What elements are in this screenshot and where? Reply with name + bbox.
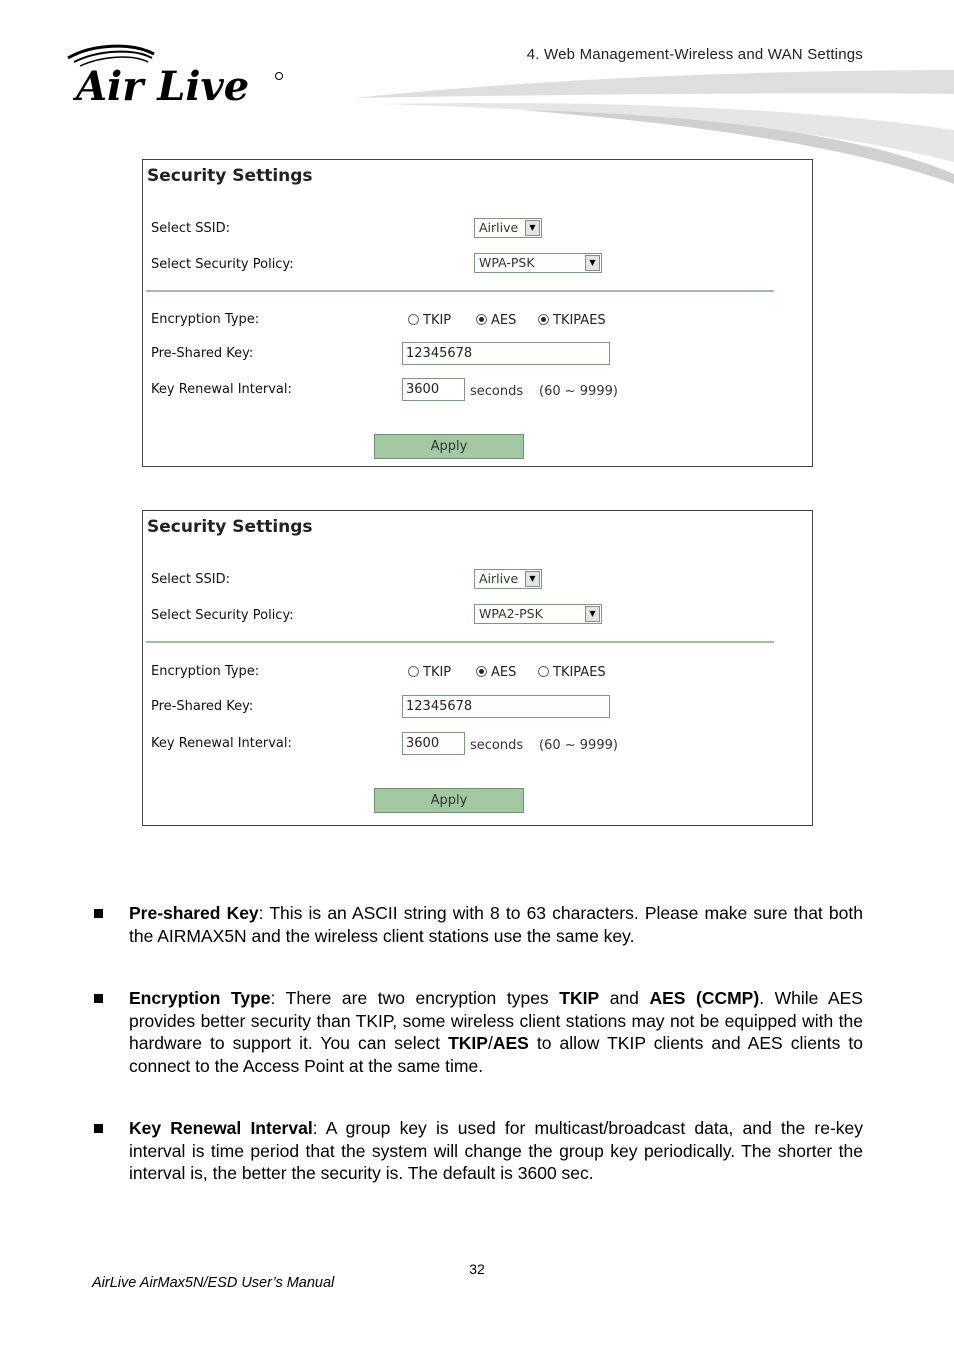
radio-label: TKIP [423,665,452,680]
bullet-emphasis: AES (CCMP) [649,988,760,1008]
key-renewal-label: Key Renewal Interval: [151,382,292,397]
bullet-encryption-type [92,987,863,1077]
bullet-square-icon [94,994,103,1003]
encryption-radio-tkipaes[interactable] [538,665,606,680]
security-settings-panel-2 [142,510,813,826]
bullet-emphasis: AES [492,1033,529,1053]
bullet-text: : There are two encryption types [270,988,560,1008]
security-settings-panel-1 [142,159,813,467]
bullet-term: Encryption Type [129,988,271,1008]
security-policy-select[interactable] [474,253,602,273]
panel-title: Security Settings [147,166,313,186]
encryption-type-label: Encryption Type: [151,312,260,327]
bullet-emphasis: TKIP [559,988,600,1008]
radio-icon [408,314,419,325]
ssid-select[interactable] [474,569,542,589]
encryption-radio-aes[interactable] [476,313,516,328]
manual-title: AirLive AirMax5N/ESD User’s Manual [92,1275,335,1291]
seconds-unit: seconds [470,384,524,399]
bullet-pre-shared-key [92,902,863,947]
key-renewal-label: Key Renewal Interval: [151,736,292,751]
panel-title: Security Settings [147,517,313,537]
encryption-type-label: Encryption Type: [151,664,260,679]
encryption-radio-tkipaes[interactable] [538,313,606,328]
ssid-label: Select SSID: [151,221,230,236]
bullet-text: to allow TKIP clients and AES clients to connect to the Access Point at the same time. [129,1033,864,1076]
bullet-text: : This is an ASCII string with 8 to 63 characters. Please make sure that both the AIRMAX5N and the wireless client stations use the same key. [129,903,863,946]
pre-shared-key-input[interactable]: 12345678 [402,695,610,718]
logo-text: Air Live [76,63,250,110]
radio-icon [538,666,549,677]
encryption-radio-tkip[interactable] [408,665,451,680]
bullet-key-renewal-interval [92,1117,863,1185]
ssid-select-value: Airlive [479,220,519,235]
apply-button[interactable]: Apply [374,788,524,813]
bullet-square-icon [94,1124,103,1133]
renewal-range: (60 ~ 9999) [539,384,618,399]
encryption-radio-tkip[interactable] [408,313,451,328]
ssid-select-value: Airlive [479,571,519,586]
radio-label: TKIP [423,313,452,328]
ssid-select[interactable] [474,218,542,238]
bullet-term: Pre-shared Key [129,903,259,923]
bullet-text: / [487,1033,493,1053]
bullet-text: . While AES provides better security than TKIP, some wireless client stations may not be equipped with the hardware to support it. You can select [129,988,863,1053]
pre-shared-key-label: Pre-Shared Key: [151,346,254,361]
encryption-radio-aes[interactable] [476,665,516,680]
security-policy-select-value: WPA2-PSK [479,606,543,621]
pre-shared-key-input[interactable]: 12345678 [402,342,610,365]
radio-selected-icon [476,314,487,325]
chevron-down-icon: ▼ [525,220,540,236]
chapter-heading: 4. Web Management-Wireless and WAN Settings [526,46,863,63]
bullet-text: and [599,988,650,1008]
ssid-label: Select SSID: [151,572,230,587]
security-policy-select-value: WPA-PSK [479,255,535,270]
chevron-down-icon: ▼ [585,606,600,622]
radio-selected-icon [476,666,487,677]
bullet-emphasis: TKIP [448,1033,488,1053]
page-number: 32 [469,1261,485,1277]
bullet-text: : A group key is used for multicast/broadcast data, and the re-key interval is time period that the system will change the group key periodically. The shorter the interval is, the better the security is. The default is 3600 sec. [129,1118,863,1183]
radio-label: AES [491,665,517,680]
security-policy-select[interactable] [474,604,602,624]
section-divider [146,641,774,643]
radio-icon [408,666,419,677]
bullet-list [92,902,863,1225]
section-divider [146,290,774,292]
seconds-unit: seconds [470,738,524,753]
bullet-term: Key Renewal Interval [129,1118,313,1138]
pre-shared-key-label: Pre-Shared Key: [151,699,254,714]
radio-label: TKIPAES [553,665,606,680]
renewal-range: (60 ~ 9999) [539,738,618,753]
security-policy-label: Select Security Policy: [151,257,294,272]
apply-button[interactable]: Apply [374,434,524,459]
radio-selected-icon [538,314,549,325]
bullet-square-icon [94,909,103,918]
key-renewal-input[interactable]: 3600 [402,732,465,755]
radio-label: TKIPAES [553,313,606,328]
security-policy-label: Select Security Policy: [151,608,294,623]
radio-label: AES [491,313,517,328]
airlive-logo [62,40,292,110]
chevron-down-icon: ▼ [585,255,600,271]
key-renewal-input[interactable]: 3600 [402,378,465,401]
chevron-down-icon: ▼ [525,571,540,587]
